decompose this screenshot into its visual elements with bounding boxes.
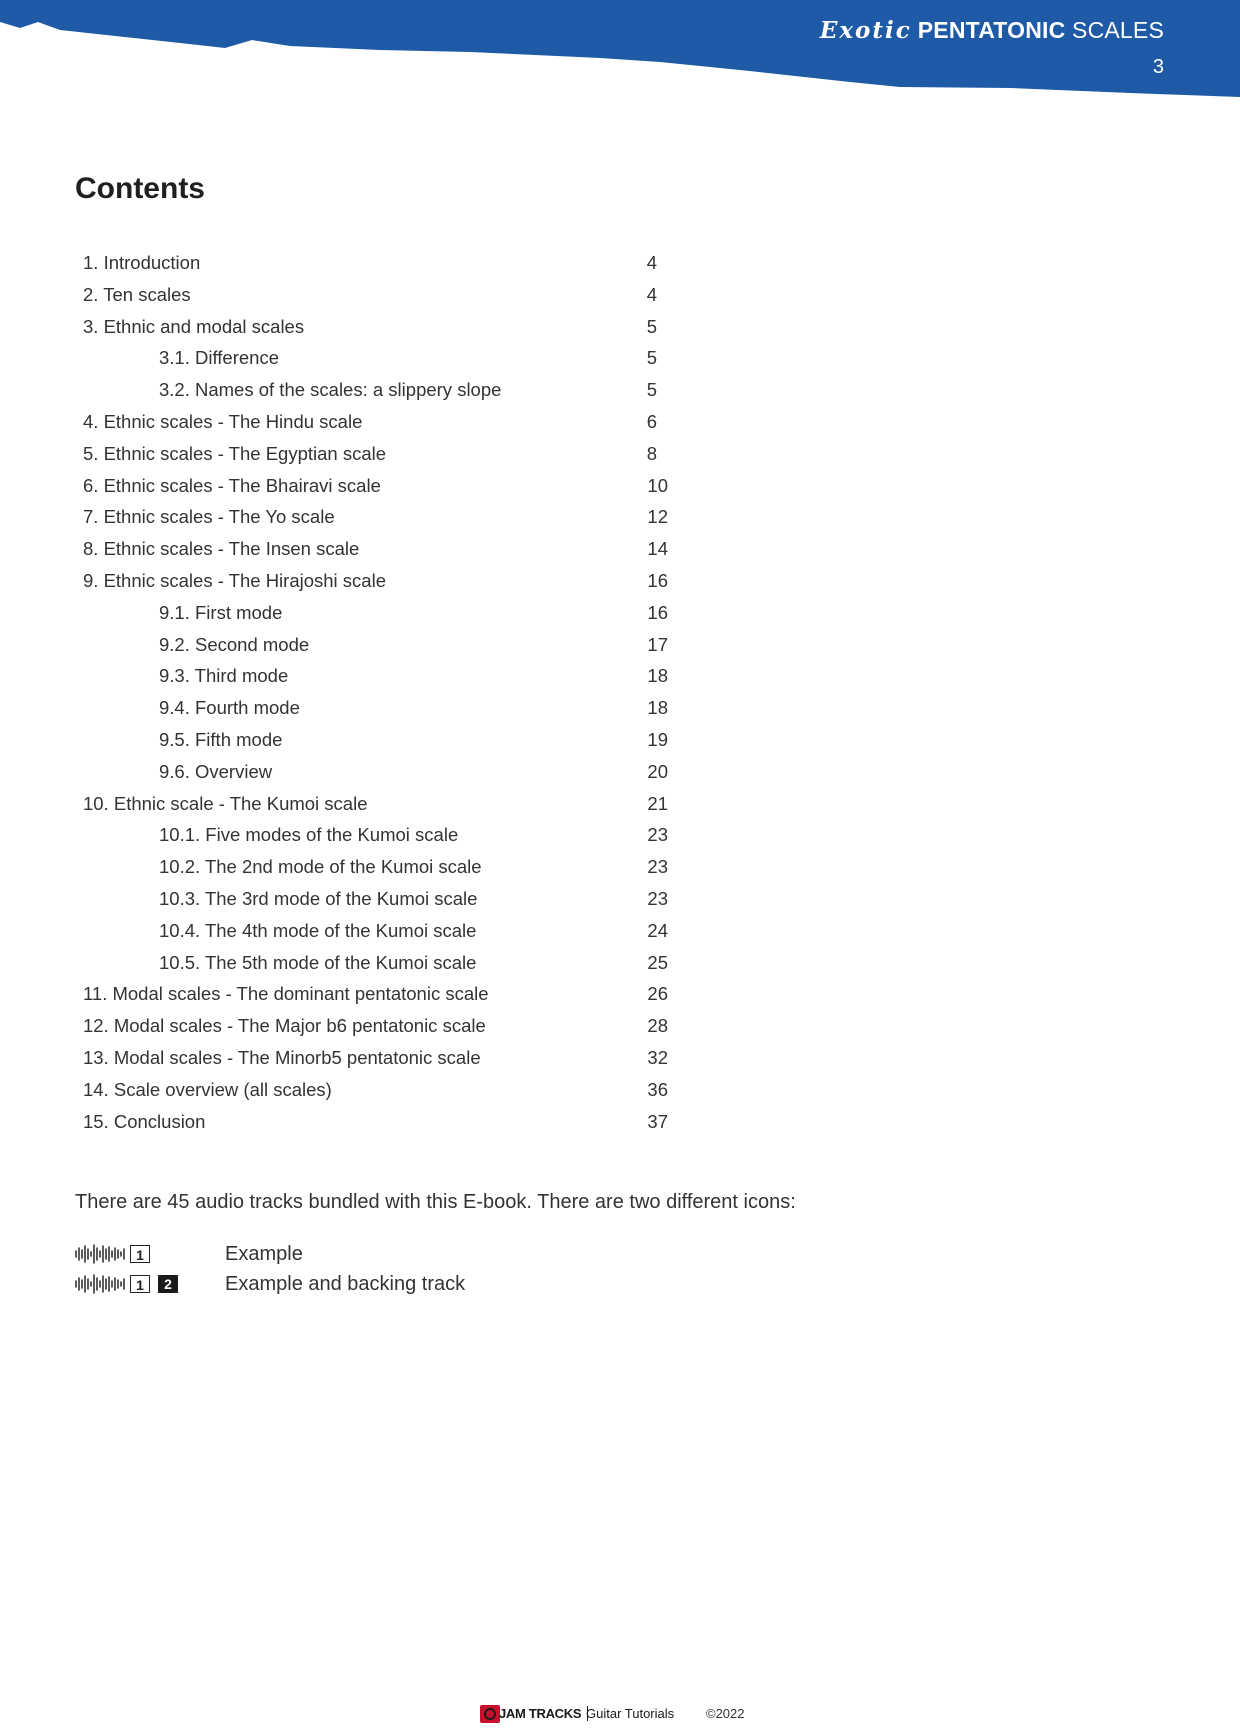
toc-entry-page: 36 [647,1078,668,1100]
audio-waveform-icon [74,1273,126,1295]
toc-entry[interactable] [83,565,668,597]
toc-entry[interactable] [83,851,668,883]
toc-entry-title: 3. Ethnic and modal scales [83,315,305,337]
table-of-contents [83,247,668,1137]
toc-entry[interactable] [83,724,668,756]
toc-entry-title: 11. Modal scales - The dominant pentatonic scale [83,983,489,1005]
toc-entry-page: 8 [646,442,657,464]
toc-entry-page: 25 [647,951,668,973]
toc-entry[interactable] [83,1106,668,1138]
toc-entry[interactable] [83,819,668,851]
toc-entry-page: 10 [647,474,668,496]
toc-entry-title: 1. Introduction [83,252,201,273]
toc-entry-title: 12. Modal scales - The Major b6 pentatonic scale [83,1015,486,1037]
toc-entry-title: 10.5. The 5th mode of the Kumoi scale [159,951,477,973]
legend-icon-group [74,1243,150,1265]
toc-entry-title: 3.2. Names of the scales: a slippery slope [159,379,502,401]
toc-entry[interactable] [83,311,657,343]
toc-entry-page: 19 [647,728,668,750]
toc-entry-title: 7. Ethnic scales - The Yo scale [83,506,335,528]
track-number-box: 1 [130,1275,150,1293]
legend-label: Example and backing track [225,1273,466,1295]
toc-entry[interactable] [83,1074,668,1106]
toc-entry[interactable] [83,915,668,947]
toc-entry-page: 5 [646,315,657,337]
book-title [820,17,1164,44]
toc-entry[interactable] [83,374,657,406]
toc-entry-title: 9. Ethnic scales - The Hirajoshi scale [83,569,386,591]
toc-entry[interactable] [83,342,657,374]
toc-entry-page: 16 [647,569,668,591]
toc-entry-title: 6. Ethnic scales - The Bhairavi scale [83,474,381,496]
toc-entry-page: 23 [647,887,668,909]
toc-entry-page: 21 [647,792,668,814]
footer-subtitle: Guitar Tutorials [586,1706,675,1721]
toc-entry-title: 9.5. Fifth mode [159,728,283,750]
toc-entry-title: 13. Modal scales - The Minorb5 pentatonic scale [83,1046,481,1068]
toc-entry[interactable] [83,692,668,724]
toc-entry[interactable] [83,279,657,311]
toc-entry[interactable] [83,1042,668,1074]
toc-entry-title: 3.1. Difference [159,347,279,369]
backing-track-number-box: 2 [158,1275,178,1293]
toc-entry-page: 12 [647,506,668,528]
footer [480,1703,780,1727]
legend-icon-group [74,1273,178,1295]
toc-entry-page: 6 [646,410,657,432]
toc-entry-page: 26 [647,983,668,1005]
toc-entry-title: 9.1. First mode [159,601,283,623]
toc-entry[interactable] [83,978,668,1010]
toc-entry-title: 9.6. Overview [159,760,273,782]
toc-entry-title: 10.1. Five modes of the Kumoi scale [159,824,459,846]
footer-copyright: ©2022 [706,1706,745,1721]
toc-entry-page: 14 [647,538,668,560]
toc-entry[interactable] [83,533,668,565]
toc-entry-title: 4. Ethnic scales - The Hindu scale [83,410,363,432]
toc-entry[interactable] [83,629,668,661]
toc-entry-page: 5 [646,379,657,401]
toc-entry-page: 4 [646,252,657,273]
toc-entry-title: 10. Ethnic scale - The Kumoi scale [83,792,368,814]
footer-brand: JAM TRACKS [499,1706,588,1721]
toc-entry-title: 9.2. Second mode [159,633,310,655]
toc-entry[interactable] [83,883,668,915]
toc-entry-title: 8. Ethnic scales - The Insen scale [83,538,360,560]
toc-entry-page: 20 [647,760,668,782]
book-title-exotic: Exotic [819,17,912,44]
toc-entry-title: 9.4. Fourth mode [159,697,300,719]
toc-entry-page: 28 [647,1015,668,1037]
page-number: 3 [1152,56,1164,78]
toc-entry[interactable] [83,438,657,470]
toc-entry-title: 10.2. The 2nd mode of the Kumoi scale [159,856,482,878]
toc-entry-title: 9.3. Third mode [159,665,289,687]
toc-entry[interactable] [83,501,668,533]
toc-entry-title: 5. Ethnic scales - The Egyptian scale [83,442,387,464]
jamtracks-logo-icon [480,1705,500,1723]
toc-entry-page: 24 [647,919,668,941]
track-number-box: 1 [130,1245,150,1263]
toc-entry-page: 23 [647,824,668,846]
toc-entry-page: 37 [647,1110,668,1132]
legend-label: Example [225,1243,303,1265]
toc-entry-title: 15. Conclusion [83,1110,206,1132]
contents-heading: Contents [75,172,205,205]
toc-entry[interactable] [83,470,668,502]
toc-entry-page: 4 [646,283,657,305]
book-title-scales: SCALES [1072,17,1164,43]
toc-entry-page: 32 [647,1046,668,1068]
toc-entry-page: 5 [646,347,657,369]
toc-entry-title: 10.3. The 3rd mode of the Kumoi scale [159,887,478,909]
toc-entry[interactable] [83,947,668,979]
toc-entry[interactable] [83,597,668,629]
toc-entry[interactable] [83,788,668,820]
book-title-pentatonic: PENTATONIC [917,17,1066,43]
toc-entry[interactable] [83,756,668,788]
audio-intro-text: There are 45 audio tracks bundled with this E-book. There are two different icons: [75,1191,796,1213]
toc-entry-page: 16 [647,601,668,623]
toc-entry-title: 2. Ten scales [83,283,191,305]
toc-entry-page: 18 [647,665,668,687]
audio-waveform-icon [74,1243,126,1265]
toc-entry-page: 17 [647,633,668,655]
toc-entry[interactable] [83,247,657,279]
toc-entry-page: 23 [647,856,668,878]
toc-entry-title: 14. Scale overview (all scales) [83,1078,332,1100]
toc-entry-page: 18 [647,697,668,719]
toc-entry[interactable] [83,660,668,692]
toc-entry-title: 10.4. The 4th mode of the Kumoi scale [159,919,477,941]
toc-entry[interactable] [83,406,657,438]
toc-entry[interactable] [83,1010,668,1042]
